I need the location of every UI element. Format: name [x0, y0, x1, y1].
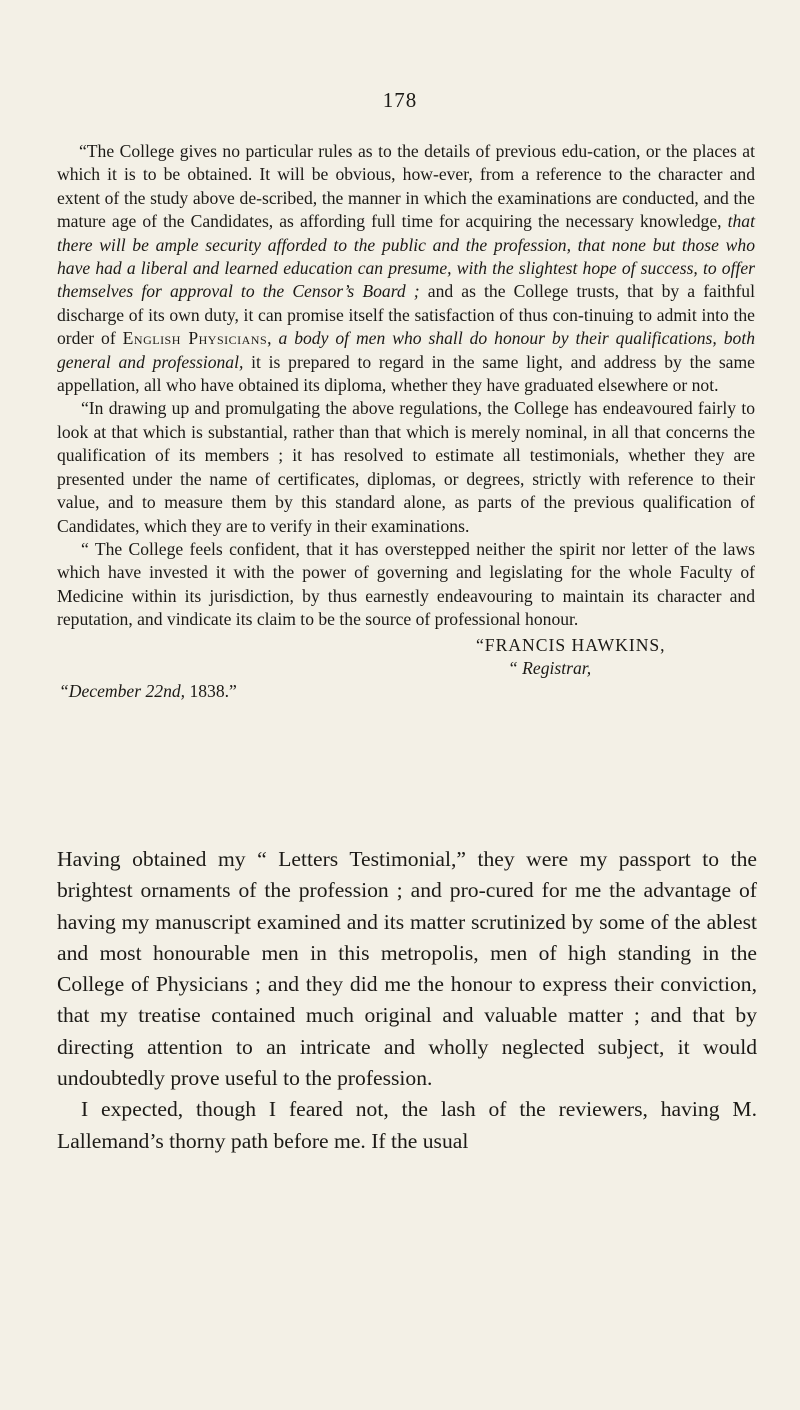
letter-paragraph-1 — [57, 140, 755, 397]
letter-paragraph-2: “In drawing up and promulgating the above regulations, the College has endeavoured fairly to look at that which is substantial, rather than that which is merely nominal, in all that concerns the qualification of its members ; it has resolved to estimate all testimonials, whether they are presented under the name of certificates, diplomas, or degrees, strictly with reference to their value, and to measure them by this standard alone, as parts of the previous qualification of Candidates, which they are to verify in their examinations. — [57, 398, 755, 536]
letter-paragraph-3: “ The College feels confident, that it has overstepped neither the spirit nor letter of the laws which have invested it with the power of governing and legislating for the whole Faculty of Medicine within its jurisdiction, by thus earnestly endeavouring to maintain its character and reputation, and vindicate its claim to be the source of professional honour. — [57, 538, 755, 630]
signature-date-year: 1838.” — [185, 681, 237, 702]
signature-title: “ Registrar, — [508, 657, 592, 678]
page-number: 178 — [382, 88, 418, 112]
main-text — [57, 844, 757, 1157]
letter-p1-text-e: , — [267, 328, 279, 349]
signature-name: “FRANCIS HAWKINS, — [476, 634, 666, 655]
body-paragraph-2: I expected, though I feared not, the lash of the reviewers, having M. Lallemand’s thorny path before me. If the usual — [57, 1097, 757, 1153]
signature-date-italic: “December 22nd, — [59, 681, 186, 702]
letter-p1-text-a: “The College gives no particular rules as to the details of previous edu-cation, or the places at which it is to be obtained. It will be obvious, how-ever, from a reference to the character and extent of the study above de-scribed, the manner in which the examinations are conducted, and the mature age of the Candidates, as affording full time for acquiring the necessary knowledge, — [57, 141, 755, 232]
letter-p1-italic-b: that there will be ample security afforded to the public and the profession, that none but those who have had a liberal and learned education can presume, with the slightest hope of success, to offer themselves for approval to the Censor’s Board ; — [57, 211, 755, 302]
letter-p1-smallcaps-d: English Physicians — [122, 328, 268, 349]
letter-p1-italic-f: a body of men who shall do honour by their qualifications, both general and professional, — [57, 328, 756, 372]
quoted-letter — [57, 140, 755, 704]
signature-date — [57, 680, 755, 703]
body-paragraph-1: Having obtained my “ Letters Testimonial,” they were my passport to the brightest ornaments of the profession ; and pro-cured for me the advantage of having my manuscript examined and its matter scrutinized by some of the ablest and most honourable men in this metropolis, men of high standing in the College of Physicians ; and they did me the honour to express their conviction, that my treatise contained much original and valuable matter ; and that by directing attention to an intricate and wholly neglected subject, it would undoubtedly prove useful to the profession. — [57, 847, 757, 1091]
letter-p1-text-c: and as the College trusts, that by a faithful discharge of its own duty, it can promise itself the satisfaction of thus con-tinuing to admit into the order of — [57, 281, 755, 349]
letter-p1-text-g: it is prepared to regard in the same light, and address by the same appellation, all who have obtained its diploma, whether they have graduated elsewhere or not. — [57, 351, 755, 396]
